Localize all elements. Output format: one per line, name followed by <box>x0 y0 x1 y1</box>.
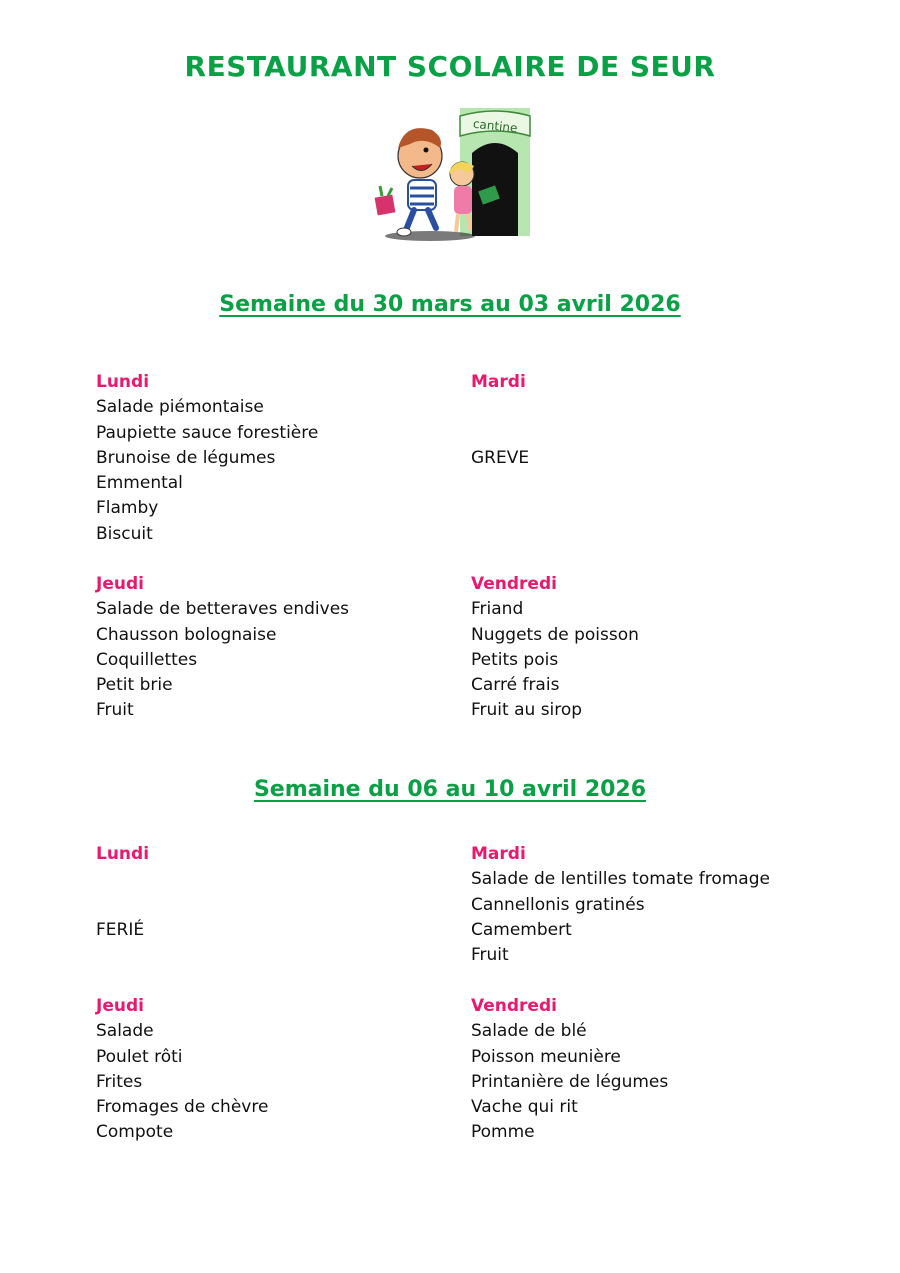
menu-item: Emmental <box>96 473 183 494</box>
week-1-mardi <box>471 370 851 471</box>
menu-item: GREVE <box>471 447 530 468</box>
menu-item: Fromages de chèvre <box>96 1097 269 1118</box>
menu-item: Carré frais <box>471 675 560 696</box>
menu-item: Camembert <box>471 919 572 940</box>
menu-item: Compote <box>96 1122 174 1143</box>
menu-item: Petits pois <box>471 649 559 670</box>
week-1-lundi <box>96 370 476 547</box>
day-name-vendredi: Vendredi <box>471 996 557 1016</box>
boy-bag <box>375 195 396 216</box>
menu-item: Salade de lentilles tomate fromage <box>471 869 770 890</box>
menu-item: Vache qui rit <box>471 1097 578 1118</box>
day-name-vendredi: Vendredi <box>471 574 557 594</box>
menu-item: Petit brie <box>96 675 173 696</box>
cantine-sign-text: cantine <box>472 116 519 136</box>
menu-item: Printanière de légumes <box>471 1071 669 1092</box>
menu-item: Chausson bolognaise <box>96 624 277 645</box>
day-name-jeudi: Jeudi <box>96 574 144 594</box>
menu-item: Paupiette sauce forestière <box>96 422 319 443</box>
page-title: RESTAURANT SCOLAIRE DE SEUR <box>184 50 716 83</box>
menu-item: Fruit au sirop <box>471 700 583 721</box>
menu-item: FERIÉ <box>96 919 145 940</box>
menu-item: Friand <box>471 599 524 620</box>
week-1-title: Semaine du 30 mars au 03 avril 2026 <box>219 292 681 317</box>
bag-vegetables <box>380 186 392 196</box>
week-2-vendredi <box>471 994 851 1146</box>
menu-item: Salade <box>96 1021 154 1042</box>
cantine-illustration <box>370 108 535 248</box>
menu-item: Pomme <box>471 1122 535 1143</box>
day-name-lundi: Lundi <box>96 844 150 864</box>
menu-item: Coquillettes <box>96 649 198 670</box>
day-name-jeudi: Jeudi <box>96 996 144 1016</box>
week-2-lundi <box>96 842 476 943</box>
week-2-jeudi <box>96 994 476 1146</box>
menu-item: Cannellonis gratinés <box>471 894 645 915</box>
week-1-vendredi <box>471 572 851 724</box>
menu-item: Fruit <box>471 945 509 966</box>
menu-item: Fruit <box>96 700 134 721</box>
menu-item: Brunoise de légumes <box>96 447 276 468</box>
menu-item: Nuggets de poisson <box>471 624 639 645</box>
menu-item: Poulet rôti <box>96 1046 183 1067</box>
week-2-mardi <box>471 842 851 968</box>
menu-item: Salade de betteraves endives <box>96 599 350 620</box>
boy-eye <box>424 148 429 153</box>
day-name-lundi: Lundi <box>96 372 150 392</box>
menu-item: Flamby <box>96 498 159 519</box>
menu-item: Salade de blé <box>471 1021 587 1042</box>
day-name-mardi: Mardi <box>471 372 526 392</box>
menu-item: Salade piémontaise <box>96 397 264 418</box>
day-name-mardi: Mardi <box>471 844 526 864</box>
menu-item: Biscuit <box>96 523 153 544</box>
girl-dress <box>454 186 472 214</box>
menu-item: Frites <box>96 1071 143 1092</box>
menu-item: Poisson meunière <box>471 1046 621 1067</box>
boy-legs <box>406 210 436 230</box>
week-2-title: Semaine du 06 au 10 avril 2026 <box>253 777 647 802</box>
week-1-jeudi <box>96 572 476 724</box>
boy-shoe <box>397 228 411 236</box>
